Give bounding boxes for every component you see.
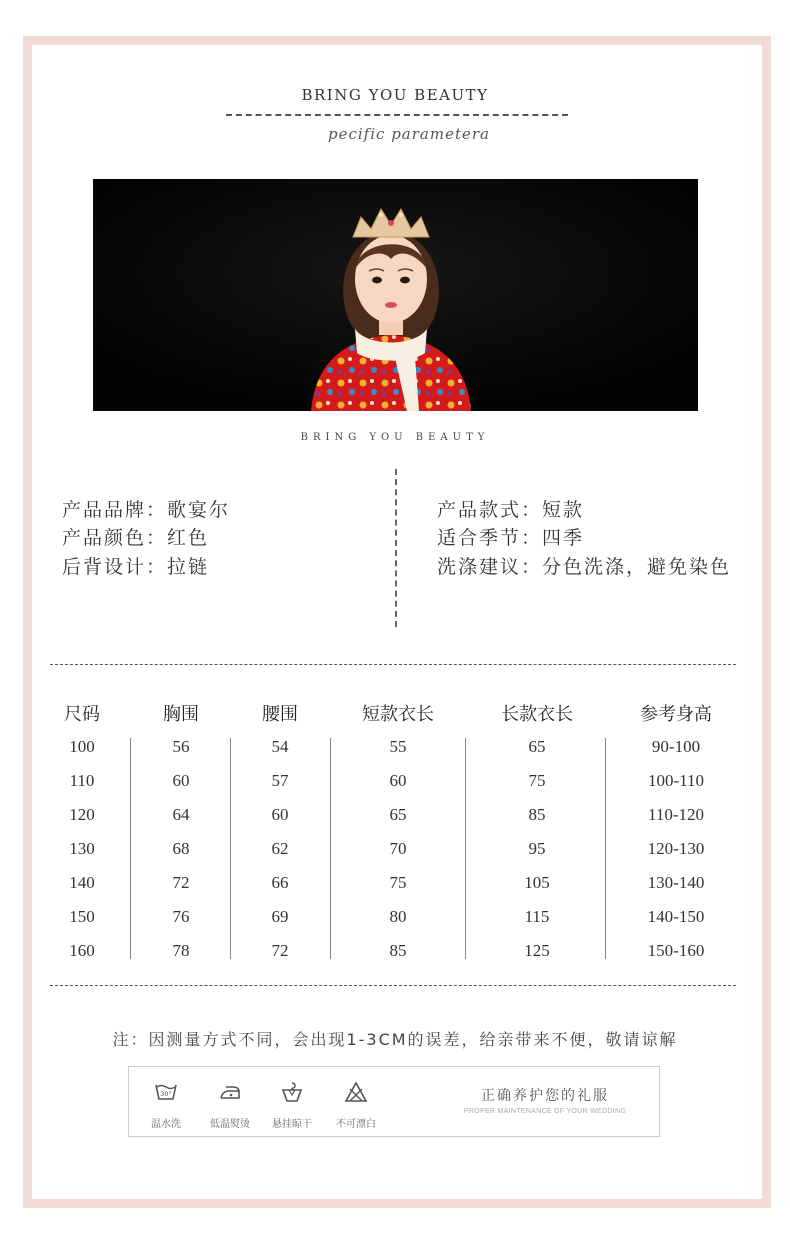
table-cell: 120-130 [647,839,705,858]
table-cell: 60 [172,771,190,790]
param-wash: 洗涤建议：分色洗涤，避免染色 [437,556,732,578]
table-cell: 125 [524,941,550,960]
care-item-low-iron [195,1067,265,1138]
table-cell: 95 [528,839,546,858]
param-brand: 产品品牌：歌宴尔 [62,499,231,521]
table-cell: 55 [389,737,407,756]
no-bleach-icon [344,1081,368,1103]
table-cell: 72 [271,941,289,960]
brand-caption: BRING YOU BEAUTY [300,432,490,443]
table-cell: 54 [271,737,289,756]
care-item-hang-dry [257,1067,327,1138]
table-top-divider [50,664,736,665]
product-photo [93,179,698,411]
table-cell: 105 [524,873,550,892]
table-cell: 100 [69,737,95,756]
table-cell: 75 [389,873,407,892]
table-header-cell: 胸围 [163,704,199,725]
table-cell: 66 [271,873,289,892]
table-cell: 100-110 [647,771,705,790]
table-cell: 130 [69,839,95,858]
table-cell: 110 [69,771,95,790]
warm-wash-icon [154,1081,178,1103]
table-bottom-divider [50,985,736,986]
param-season: 适合季节：四季 [437,527,585,549]
column-separator [130,738,131,959]
care-instructions-box [128,1066,660,1137]
heading-divider [226,114,568,116]
measurement-note: 注：因测量方式不同，会出现1-3CM的误差，给亲带来不便，敬请谅解 [112,1030,678,1049]
column-separator [230,738,231,959]
table-cell: 160 [69,941,95,960]
brand-heading: BRING YOU BEAUTY [301,86,489,104]
care-label: 温水洗 [151,1119,181,1130]
table-cell: 65 [389,805,407,824]
table-cell: 78 [172,941,190,960]
params-divider [395,469,397,627]
table-cell: 60 [389,771,407,790]
table-cell: 80 [389,907,407,926]
table-cell: 69 [271,907,289,926]
column-separator [605,738,606,959]
table-cell: 64 [172,805,190,824]
table-cell: 150 [69,907,95,926]
table-cell: 57 [271,771,289,790]
table-cell: 120 [69,805,95,824]
table-cell: 60 [271,805,289,824]
table-cell: 76 [172,907,190,926]
table-cell: 62 [271,839,289,858]
table-cell: 150-160 [647,941,705,960]
hang-dry-icon [280,1081,304,1103]
table-cell: 70 [389,839,407,858]
table-cell: 72 [172,873,190,892]
table-cell: 140-150 [647,907,705,926]
table-cell: 115 [524,907,550,926]
table-cell: 68 [172,839,190,858]
wash-temperature: 30° [160,1090,172,1098]
table-cell: 130-140 [647,873,705,892]
column-separator [330,738,331,959]
girl-in-qipao-image [93,179,698,411]
table-cell: 90-100 [651,737,701,756]
care-label: 不可漂白 [336,1119,376,1130]
care-label: 悬挂晾干 [272,1119,312,1130]
care-item-warm-wash [131,1067,201,1138]
param-back-design: 后背设计：拉链 [62,556,210,578]
low-iron-icon [218,1081,242,1103]
table-cell: 110-120 [647,805,705,824]
table-cell: 75 [528,771,546,790]
table-header-cell: 长款衣长 [501,704,573,725]
table-header-cell: 参考身高 [640,704,712,725]
param-color: 产品颜色：红色 [62,527,210,549]
care-item-no-bleach [321,1067,391,1138]
table-cell: 85 [389,941,407,960]
table-header-cell: 短款衣长 [362,704,434,725]
param-style: 产品款式：短款 [437,499,585,521]
script-subtitle: pecific parametera [328,125,490,143]
care-label: 低温熨烫 [210,1119,250,1130]
care-subtitle: PROPER MAINTENANCE OF YOUR WEDDING [463,1108,627,1115]
table-header-cell: 尺码 [64,704,100,725]
column-separator [465,738,466,959]
table-header-cell: 腰围 [262,704,298,725]
care-title: 正确养护您的礼服 [481,1088,609,1104]
table-cell: 85 [528,805,546,824]
table-cell: 65 [528,737,546,756]
table-cell: 140 [69,873,95,892]
table-cell: 56 [172,737,190,756]
